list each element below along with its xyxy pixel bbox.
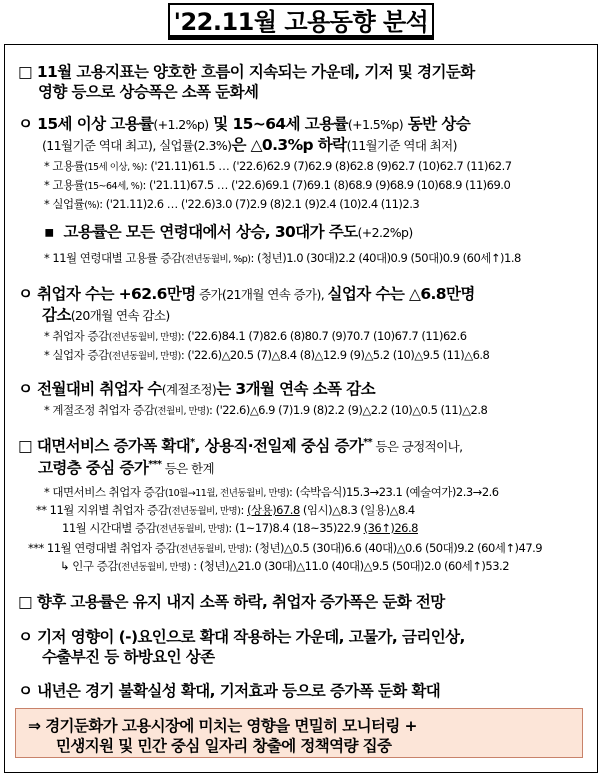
note-employed-change: * 취업자 증감(전년동월비, 만명): ('22.6)84.1 (7)82.6 (8)80.7 (9)70.7 (10)67.7 (11)62.6 [44, 329, 467, 343]
point4-line1: ㅇ 기저 영향이 (-)요인으로 확대 작용하는 가운데, 고물가, 금리인상, [18, 628, 465, 646]
section3-line1: □ 향후 고용률은 유지 내지 소폭 하락, 취업자 증가폭은 둔화 전망 [18, 593, 445, 611]
note-population-change: ↳ 인구 증감(전년동월비, 만명) : (청년)△21.0 (30대)△11.0 (40대)△9.5 (50대)2.0 (60세↑)53.2 [60, 559, 510, 573]
highlight-line2: 민생지원 및 민간 중심 일자리 창출에 정책역량 집중 [56, 737, 392, 755]
note-age-employment-rate: * 11월 연령대별 고용률 증감(전년동월비, %p): (청년)1.0 (30대)2.2 (40대)0.9 (50대)0.9 (60세↑)1.8 [44, 251, 521, 265]
section1-line1: □ 11월 고용지표는 양호한 흐름이 지속되는 가운데, 기저 및 경기둔화 [18, 63, 475, 81]
note-hours-employed: 11월 시간대별 증감(전년동월비, 만명): (1~17)8.4 (18~35)22.9 (36↑)26.8 [62, 521, 418, 535]
arrow-icon: ⇒ [28, 717, 41, 735]
note-employment-rate-15: * 고용률(15세 이상, %): ('21.11)61.5 … ('22.6)62.9 (7)62.9 (8)62.8 (9)62.7 (10)62.7 (11)62.7 [44, 159, 512, 173]
note-status-employed: ** 11월 지위별 취업자 증감(전년동월비, 만명): (상용)67.8 (임시)△8.3 (일용)△8.4 [36, 503, 415, 517]
section2-line1: □ 대면서비스 증가폭 확대*, 상용직·전일제 중심 증가** 등은 긍정적이나, [18, 436, 463, 455]
point1-line1: ㅇ 15세 이상 고용률(+1.2%p) 및 15~64세 고용률(+1.5%p) 동반 상승 [18, 115, 471, 133]
point2-line2: 감소(20개월 연속 감소) [42, 306, 170, 324]
title-shadow [168, 37, 434, 40]
highlight-line1: ⇒ 경기둔화가 고용시장에 미치는 영향을 면밀히 모니터링 + [28, 717, 417, 735]
note-unemployed-change: * 실업자 증감(전년동월비, 만명): ('22.6)△20.5 (7)△8.4 (8)△12.9 (9)△5.2 (10)△9.5 (11)△6.8 [44, 348, 490, 362]
subpoint-age-groups: ▪ 고용률은 모든 연령대에서 상승, 30대가 주도(+2.2%p) [44, 223, 413, 241]
point4-line2: 수출부진 등 하방요인 상존 [42, 648, 215, 666]
point3-line1: ㅇ 전월대비 취업자 수(계절조정)는 3개월 연속 소폭 감소 [18, 380, 375, 398]
page-title: '22.11월 고용동향 분석 [168, 3, 434, 37]
note-seasonal-employed: * 계절조정 취업자 증감(전월비, 만명): ('22.6)△6.9 (7)1.9 (8)2.2 (9)△2.2 (10)△0.5 (11)△2.8 [44, 403, 488, 417]
section2-line2: 고령층 중심 증가*** 등은 한계 [38, 458, 214, 477]
note-face-to-face-service: * 대면서비스 취업자 증감(10월→11월, 전년동월비, 만명): (숙박음식)15.3→23.1 (예술여가)2.3→2.6 [44, 485, 499, 499]
section1-line2: 영향 등으로 상승폭은 소폭 둔화세 [38, 83, 259, 101]
point5-line1: ㅇ 내년은 경기 불확실성 확대, 기저효과 등으로 증가폭 둔화 확대 [18, 682, 441, 700]
note-age-employed: *** 11월 연령대별 취업자 증감(전년동월비, 만명): (청년)△0.5 (30대)6.6 (40대)△0.6 (50대)9.2 (60세↑)47.9 [28, 541, 543, 555]
note-employment-rate-15-64: * 고용률(15~64세, %): ('21.11)67.5 … ('22.6)69.1 (7)69.1 (8)68.9 (9)68.9 (10)68.9 (11)69.0 [44, 178, 511, 192]
point1-line2: (11월기준 역대 최고), 실업률(2.3%)은 △0.3%p 하락(11월기준 역대 최저) [42, 136, 457, 154]
note-unemployment-rate: * 실업률(%): ('21.11)2.6 … ('22.6)3.0 (7)2.9 (8)2.1 (9)2.4 (10)2.4 (11)2.3 [44, 197, 420, 211]
section1-bullet: □ [18, 63, 33, 81]
point2-line1: ㅇ 취업자 수는 +62.6만명 증가(21개월 연속 증가), 실업자 수는 △6.8만명 [18, 285, 475, 303]
